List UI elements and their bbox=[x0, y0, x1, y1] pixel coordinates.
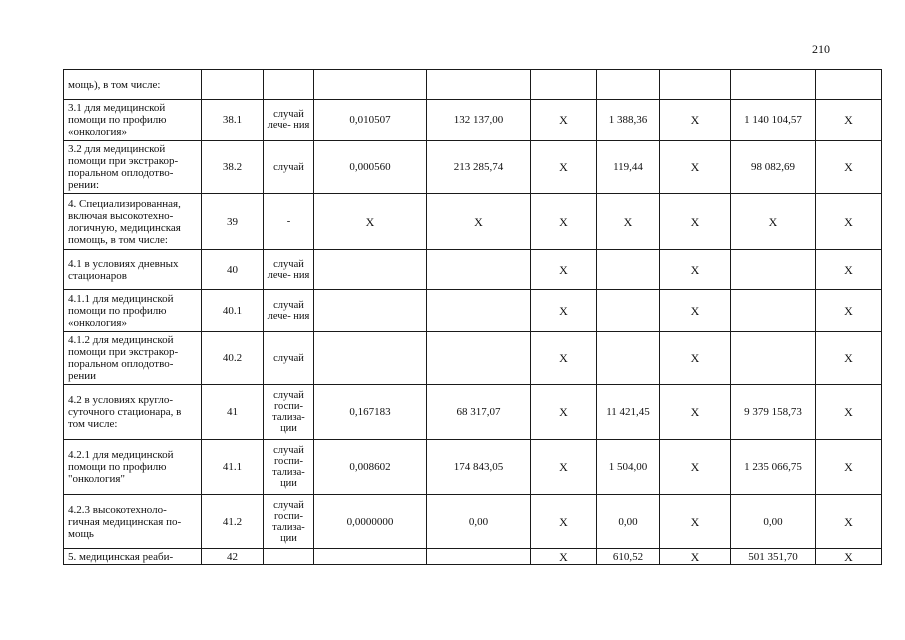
cost-cell: X bbox=[427, 194, 531, 250]
norm-cell bbox=[314, 70, 427, 100]
value-cell bbox=[597, 70, 660, 100]
table-row bbox=[64, 70, 882, 100]
unit-cell: случай госпи- тализа- ции bbox=[264, 440, 314, 495]
value-cell: 119,44 bbox=[597, 141, 660, 194]
value-cell: X bbox=[816, 250, 882, 290]
value-cell: 98 082,69 bbox=[731, 141, 816, 194]
value-cell: X bbox=[731, 194, 816, 250]
value-cell: X bbox=[531, 141, 597, 194]
row-number: 42 bbox=[202, 549, 264, 565]
value-cell: 610,52 bbox=[597, 549, 660, 565]
value-cell: X bbox=[531, 250, 597, 290]
value-cell: X bbox=[816, 440, 882, 495]
table-row bbox=[64, 549, 882, 565]
table-body bbox=[64, 70, 882, 565]
row-number: 41.1 bbox=[202, 440, 264, 495]
norm-cell bbox=[314, 290, 427, 332]
row-number: 41.2 bbox=[202, 495, 264, 549]
cost-cell bbox=[427, 70, 531, 100]
row-name: 4. Специализированная, включая высокотехно- логичную, медицинская помощь, в том числе: bbox=[64, 194, 202, 250]
table-row bbox=[64, 194, 882, 250]
unit-cell: случай bbox=[264, 141, 314, 194]
row-name: 4.1.2 для медицинской помощи при экстракор- поральном оплодотво- рении bbox=[64, 332, 202, 385]
unit-cell: случай bbox=[264, 332, 314, 385]
row-name: 4.2 в условиях кругло- суточного стационара, в том числе: bbox=[64, 385, 202, 440]
value-cell bbox=[816, 70, 882, 100]
cost-cell bbox=[427, 250, 531, 290]
value-cell bbox=[660, 70, 731, 100]
value-cell: X bbox=[816, 290, 882, 332]
value-cell: X bbox=[816, 194, 882, 250]
value-cell: 1 235 066,75 bbox=[731, 440, 816, 495]
value-cell bbox=[731, 250, 816, 290]
value-cell: 1 140 104,57 bbox=[731, 100, 816, 141]
unit-cell: случай лече- ния bbox=[264, 290, 314, 332]
value-cell: X bbox=[816, 385, 882, 440]
row-number bbox=[202, 70, 264, 100]
row-number: 40.2 bbox=[202, 332, 264, 385]
norm-cell: 0,008602 bbox=[314, 440, 427, 495]
value-cell bbox=[731, 290, 816, 332]
value-cell: X bbox=[531, 194, 597, 250]
value-cell: X bbox=[660, 495, 731, 549]
cost-cell: 132 137,00 bbox=[427, 100, 531, 141]
value-cell bbox=[597, 290, 660, 332]
value-cell: X bbox=[660, 440, 731, 495]
value-cell bbox=[731, 70, 816, 100]
norm-cell: 0,167183 bbox=[314, 385, 427, 440]
value-cell: X bbox=[660, 194, 731, 250]
value-cell: 0,00 bbox=[597, 495, 660, 549]
value-cell: X bbox=[597, 194, 660, 250]
unit-cell: случай госпи- тализа- ции bbox=[264, 495, 314, 549]
row-name: мощь), в том числе: bbox=[64, 70, 202, 100]
row-name: 4.2.1 для медицинской помощи по профилю "онкология" bbox=[64, 440, 202, 495]
value-cell: X bbox=[816, 100, 882, 141]
cost-cell bbox=[427, 332, 531, 385]
page-number: 210 bbox=[812, 42, 830, 56]
table-row bbox=[64, 250, 882, 290]
row-name: 4.1.1 для медицинской помощи по профилю «онкология» bbox=[64, 290, 202, 332]
row-number: 41 bbox=[202, 385, 264, 440]
row-name: 3.2 для медицинской помощи при экстракор- поральном оплодотво- рении: bbox=[64, 141, 202, 194]
norm-cell: 0,0000000 bbox=[314, 495, 427, 549]
value-cell: 0,00 bbox=[731, 495, 816, 549]
value-cell bbox=[597, 332, 660, 385]
unit-cell bbox=[264, 549, 314, 565]
value-cell: X bbox=[531, 100, 597, 141]
cost-cell: 213 285,74 bbox=[427, 141, 531, 194]
table-row bbox=[64, 141, 882, 194]
value-cell: X bbox=[816, 332, 882, 385]
norm-cell bbox=[314, 332, 427, 385]
value-cell: 501 351,70 bbox=[731, 549, 816, 565]
value-cell: 1 504,00 bbox=[597, 440, 660, 495]
value-cell: X bbox=[531, 495, 597, 549]
value-cell: 11 421,45 bbox=[597, 385, 660, 440]
value-cell: X bbox=[660, 290, 731, 332]
value-cell: X bbox=[660, 250, 731, 290]
value-cell: X bbox=[531, 290, 597, 332]
value-cell: X bbox=[660, 332, 731, 385]
unit-cell: случай лече- ния bbox=[264, 250, 314, 290]
table-row bbox=[64, 332, 882, 385]
cost-cell: 174 843,05 bbox=[427, 440, 531, 495]
unit-cell: - bbox=[264, 194, 314, 250]
value-cell bbox=[531, 70, 597, 100]
value-cell bbox=[731, 332, 816, 385]
row-number: 38.2 bbox=[202, 141, 264, 194]
unit-cell: случай госпи- тализа- ции bbox=[264, 385, 314, 440]
table-row bbox=[64, 440, 882, 495]
row-name: 4.2.3 высокотехноло- гичная медицинская по- мощь bbox=[64, 495, 202, 549]
norm-cell bbox=[314, 250, 427, 290]
table-row bbox=[64, 385, 882, 440]
table-row bbox=[64, 290, 882, 332]
value-cell: X bbox=[660, 100, 731, 141]
norm-cell bbox=[314, 549, 427, 565]
norm-cell: 0,010507 bbox=[314, 100, 427, 141]
norm-cell: 0,000560 bbox=[314, 141, 427, 194]
cost-cell bbox=[427, 290, 531, 332]
value-cell: X bbox=[531, 332, 597, 385]
unit-cell bbox=[264, 70, 314, 100]
value-cell: X bbox=[816, 141, 882, 194]
value-cell: X bbox=[660, 385, 731, 440]
norm-cell: X bbox=[314, 194, 427, 250]
value-cell: X bbox=[660, 141, 731, 194]
value-cell: X bbox=[531, 440, 597, 495]
row-number: 40.1 bbox=[202, 290, 264, 332]
row-number: 40 bbox=[202, 250, 264, 290]
value-cell: X bbox=[531, 385, 597, 440]
row-name: 3.1 для медицинской помощи по профилю «онкология» bbox=[64, 100, 202, 141]
table-row bbox=[64, 495, 882, 549]
value-cell: X bbox=[660, 549, 731, 565]
cost-cell bbox=[427, 549, 531, 565]
value-cell: X bbox=[816, 495, 882, 549]
value-cell: 9 379 158,73 bbox=[731, 385, 816, 440]
row-number: 38.1 bbox=[202, 100, 264, 141]
table-row bbox=[64, 100, 882, 141]
unit-cell: случай лече- ния bbox=[264, 100, 314, 141]
row-name: 5. медицинская реаби- bbox=[64, 549, 202, 565]
value-cell: 1 388,36 bbox=[597, 100, 660, 141]
row-number: 39 bbox=[202, 194, 264, 250]
value-cell bbox=[597, 250, 660, 290]
value-cell: X bbox=[816, 549, 882, 565]
financing-table bbox=[63, 69, 882, 565]
row-name: 4.1 в условиях дневных стационаров bbox=[64, 250, 202, 290]
cost-cell: 68 317,07 bbox=[427, 385, 531, 440]
cost-cell: 0,00 bbox=[427, 495, 531, 549]
value-cell: X bbox=[531, 549, 597, 565]
